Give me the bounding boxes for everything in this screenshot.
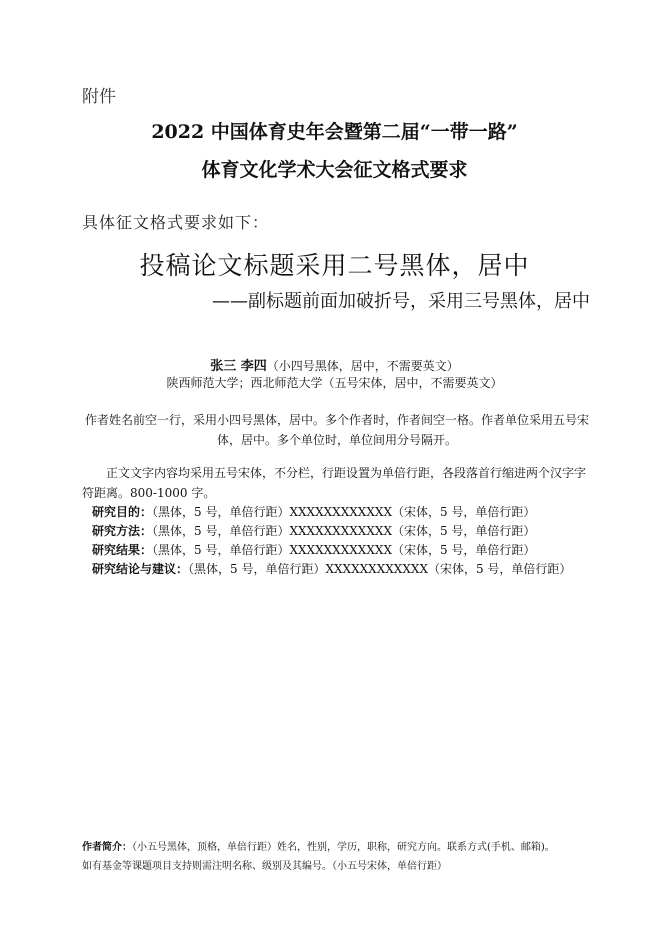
- author-instructions: 作者姓名前空一行，采用小四号黑体，居中。多个作者时，作者间空一格。作者单位采用五号宋体，居中。多个单位时，单位间用分号隔开。: [84, 413, 589, 447]
- section-text: （黑体，5 号，单倍行距）XXXXXXXXXXXX（宋体，5 号，单倍行距）: [152, 505, 536, 519]
- section-text: （黑体，5 号，单倍行距）XXXXXXXXXXXX（宋体，5 号，单倍行距）: [152, 543, 536, 557]
- section-label: 研究结论与建议：: [92, 562, 189, 576]
- attachment-label: 附件: [82, 87, 116, 107]
- body-text-instructions: 正文文字内容均采用五号宋体，不分栏，行距设置为单倍行距，各段落首行缩进两个汉字字符距离。800-1000 字。: [82, 466, 587, 500]
- intro-text: 具体征文格式要求如下：: [82, 213, 270, 232]
- section-purpose: [92, 503, 535, 520]
- author-note: （小四号黑体，居中，不需要英文）: [266, 359, 459, 373]
- author-names: 张三 李四: [210, 359, 267, 374]
- section-label: 研究结果：: [92, 543, 153, 557]
- section-text: （黑体，5 号，单倍行距）XXXXXXXXXXXX（宋体，5 号，单倍行距）: [188, 562, 572, 576]
- document-title-line2: 体育文化学术大会征文格式要求: [201, 159, 468, 181]
- paper-subtitle: ——副标题前面加破折号，采用三号黑体，居中: [212, 291, 590, 312]
- section-results: [92, 541, 535, 558]
- author-bio: [82, 838, 555, 853]
- document-title-line1: 2022 中国体育史年会暨第二届“一带一路”: [151, 121, 518, 143]
- author-bio-label: 作者简介：: [82, 842, 132, 853]
- section-method: [92, 522, 535, 539]
- section-label: 研究方法：: [92, 524, 153, 538]
- author-affiliation: 陕西师范大学；西北师范大学（五号宋体，居中，不需要英文）: [166, 376, 503, 390]
- section-label: 研究目的：: [92, 505, 153, 519]
- paper-title: 投稿论文标题采用二号黑体，居中: [139, 251, 530, 280]
- author-bio-text: （小五号黑体，顶格，单倍行距）姓名，性别，学历，职称，研究方向。联系方式(手机、邮箱)。: [132, 842, 555, 853]
- author-line: [0, 355, 669, 374]
- section-conclusion: [92, 560, 571, 577]
- section-text: （黑体，5 号，单倍行距）XXXXXXXXXXXX（宋体，5 号，单倍行距）: [152, 524, 536, 538]
- fund-note: 如有基金等课题项目支持则需注明名称、级别及其编号。（小五号宋体，单倍行距）: [82, 861, 447, 872]
